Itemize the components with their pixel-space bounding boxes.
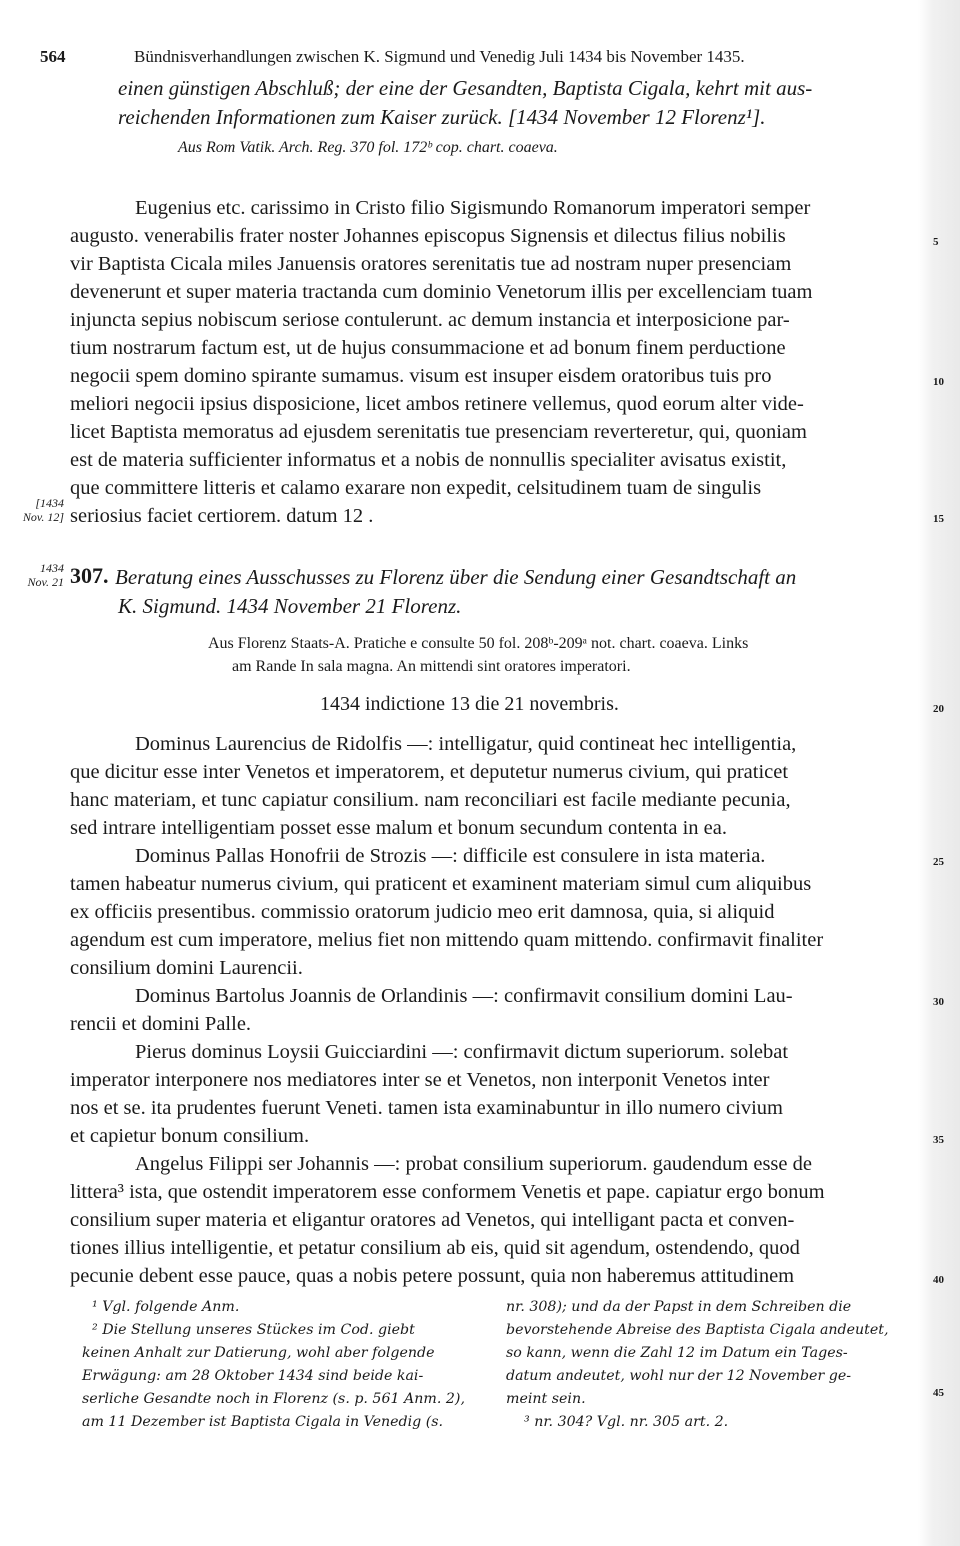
- footnote-line: Erwägung: am 28 Oktober 1434 sind beide kai-: [82, 1368, 424, 1384]
- text-line: nos et se. ita prudentes fuerunt Veneti. tamen ista examinabuntur in illo numero civium: [70, 1097, 783, 1119]
- entry-number: 307.: [70, 563, 109, 588]
- text-line: Pierus dominus Loysii Guicciardini —: confirmavit dictum superiorum. solebat: [135, 1041, 789, 1063]
- regest-summary-line-2: reichenden Informationen zum Kaiser zurück. [1434 November 12 Florenz¹].: [118, 105, 766, 129]
- text-line: consilium super materia et eligantur oratores ad Venetos, qui intelligant pacta et conven-: [70, 1209, 795, 1231]
- footnote-2: ² Die Stellung unseres Stückes im Cod. giebt: [92, 1322, 415, 1338]
- text-line: licet Baptista memoratus ad ejusdem serenitatis tue presenciam reverteretur, qui, quoniam: [70, 421, 807, 443]
- source-note: Aus Rom Vatik. Arch. Reg. 370 fol. 172ᵇ cop. chart. coaeva.: [178, 139, 558, 156]
- source-note-line-1: Aus Florenz Staats-A. Pratiche e consulte 50 fol. 208ᵇ-209ᵃ not. chart. coaeva. Links: [208, 635, 749, 652]
- entry-title-line-1: Beratung eines Ausschusses zu Florenz über die Sendung einer Gesandtschaft an: [115, 565, 797, 589]
- page-edge-shading: [918, 0, 960, 1546]
- text-line: littera³ ista, que ostendit imperatorem esse conformem Venetis et pape. capiatur ergo bonum: [70, 1181, 825, 1203]
- text-line: injuncta sepius nobiscum seriose contulerunt. ac demum instancia et interposicione par-: [70, 309, 790, 331]
- line-number: 10: [933, 376, 944, 388]
- text-line: meliori negocii ipsius disposicione, licet ambos retinere vellemus, quod eorum alter vide-: [70, 393, 804, 415]
- line-number: 40: [933, 1274, 944, 1286]
- text-line: Dominus Pallas Honofrii de Strozis —: difficile est consulere in ista materia.: [135, 845, 766, 867]
- footnote-line: meint sein.: [506, 1391, 586, 1407]
- entry-title-line-2: K. Sigmund. 1434 November 21 Florenz.: [118, 594, 462, 618]
- text-line: devenerunt et super materia tractanda cum dominio Venetorum illis per excellenciam tuam: [70, 281, 813, 303]
- margin-date-306: [1434 Nov. 12]: [22, 496, 64, 524]
- text-line: Dominus Laurencius de Ridolfis —: intelligatur, quid contineat hec intelligentia,: [135, 733, 797, 755]
- text-line: tamen habeatur numerus civium, qui praticent et examinent materiam simul cum aliquibus: [70, 873, 812, 895]
- text-line: augusto. venerabilis frater noster Johannes episcopus Signensis et dilectus filius nobilis: [70, 225, 786, 247]
- text-line: rencii et domini Palle.: [70, 1013, 252, 1035]
- line-number: 45: [933, 1387, 944, 1399]
- text-line: que dicitur esse inter Venetos et imperatorem, et deputetur numerus civium, qui praticet: [70, 761, 789, 783]
- text-line: tium nostrarum factum est, ut de hujus consummacione et ad bonum finem perductione: [70, 337, 786, 359]
- text-line: sed intrare intelligentiam posset esse malum et bonum secundum contenta in ea.: [70, 817, 727, 839]
- text-line: Eugenius etc. carissimo in Cristo filio Sigismundo Romanorum imperatori semper: [135, 197, 811, 219]
- line-number: 20: [933, 703, 944, 715]
- page-number: 564: [40, 47, 66, 66]
- text-line: que committere litteris et calamo exarare non expedit, celsitudinem tuam de singulis: [70, 477, 762, 499]
- text-line: Dominus Bartolus Joannis de Orlandinis —: confirmavit consilium domini Lau-: [135, 985, 793, 1007]
- text-line: hanc materiam, et tunc capiatur consilium. nam reconciliari est facile mediante pecunia,: [70, 789, 791, 811]
- footnote-line: am 11 Dezember ist Baptista Cigala in Venedig (s.: [82, 1414, 444, 1430]
- text-line: consilium domini Laurencii.: [70, 957, 303, 979]
- footnote-line: bevorstehende Abreise des Baptista Cigala andeutet,: [506, 1322, 889, 1338]
- line-number: 35: [933, 1134, 944, 1146]
- line-number: 30: [933, 996, 944, 1008]
- line-number: 25: [933, 856, 944, 868]
- text-line: ex officiis presentibus. commissio oratorum judicio meo erit damnosa, quia, si aliquid: [70, 901, 775, 923]
- footnote-3: ³ nr. 304? Vgl. nr. 305 art. 2.: [524, 1414, 729, 1430]
- text-line: agendum est cum imperatore, melius fiet non mittendo quam mittendo. confirmavit finaliter: [70, 929, 824, 951]
- footnote-line: datum andeutet, wohl nur der 12 November ge-: [506, 1368, 852, 1384]
- text-line: est de materia sufficienter informatus et a nobis de nonnullis specialiter avisatus existit,: [70, 449, 787, 471]
- footnote-line: nr. 308); und da der Papst in dem Schreiben die: [506, 1299, 852, 1315]
- text-line: Angelus Filippi ser Johannis —: probat consilium superiorum. gaudendum esse de: [135, 1153, 812, 1175]
- text-line: pecunie debent esse pauce, quas a nobis petere possunt, quia non haberemus attitudinem: [70, 1265, 795, 1287]
- footnote-line: keinen Anhalt zur Datierung, wohl aber folgende: [82, 1345, 435, 1361]
- margin-date-307: 1434 Nov. 21: [27, 561, 64, 589]
- regest-summary-line-1: einen günstigen Abschluß; der eine der Gesandten, Baptista Cigala, kehrt mit aus-: [118, 76, 813, 100]
- text-line: vir Baptista Cicala miles Januensis oratores serenitatis tue ad nostram nuper presenciam: [70, 253, 792, 275]
- source-note-line-2: am Rande In sala magna. An mittendi sint oratores imperatori.: [232, 658, 631, 675]
- line-number: 5: [933, 236, 939, 248]
- footnote-line: so kann, wenn die Zahl 12 im Datum ein Tages-: [506, 1345, 848, 1361]
- text-line: seriosius faciet certiorem. datum 12 .: [70, 505, 374, 527]
- text-line: negocii spem domino spirante sumamus. visum est insuper eisdem oratoribus tuis pro: [70, 365, 772, 387]
- text-line: tiones illius intelligentie, et petatur consilium ab eis, quid sit agendum, ostendendo, quod: [70, 1237, 800, 1259]
- running-title: Bündnisverhandlungen zwischen K. Sigmund und Venedig Juli 1434 bis November 1435.: [134, 47, 745, 66]
- line-number: 15: [933, 513, 944, 525]
- footnote-1: ¹ Vgl. folgende Anm.: [92, 1299, 240, 1315]
- footnote-line: serliche Gesandte noch in Florenz (s. p. 561 Anm. 2),: [82, 1391, 465, 1407]
- date-line: 1434 indictione 13 die 21 novembris.: [320, 693, 619, 715]
- text-line: et capietur bonum consilium.: [70, 1125, 310, 1147]
- text-line: imperator interponere nos mediatores inter se et Venetos, non interponit Venetos inter: [70, 1069, 770, 1091]
